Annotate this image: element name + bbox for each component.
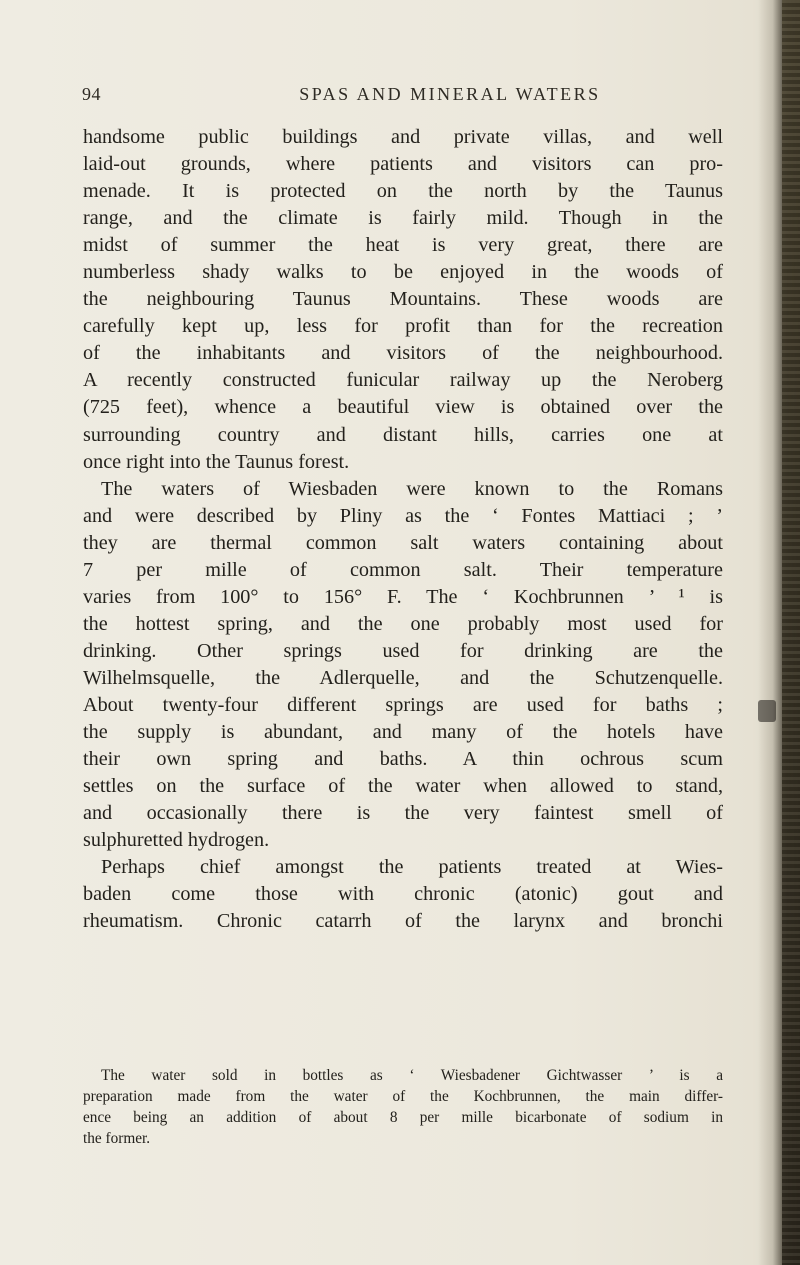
text-line: they are thermal common salt waters containing about [83, 531, 723, 554]
text-line: surrounding country and distant hills, carries one at [83, 423, 723, 446]
running-head: SPAS AND MINERAL WATERS [299, 84, 601, 104]
page-number: 94 [82, 84, 101, 104]
text-line: About twenty-four different springs are used for baths ; [83, 693, 723, 716]
text-line: menade. It is protected on the north by the Taunus [83, 180, 723, 203]
text-line: carefully kept up, less for profit than for the recreation [83, 315, 723, 338]
text-line: midst of summer the heat is very great, there are [83, 234, 723, 257]
text-line: A recently constructed funicular railway up the Neroberg [83, 369, 723, 392]
page-header [82, 84, 724, 108]
footnote-line: The water sold in bottles as ‘ Wiesbadener Gichtwasser ’ is a [101, 1067, 723, 1084]
text-line: the supply is abundant, and many of the hotels have [83, 721, 723, 744]
text-line: numberless shady walks to be enjoyed in the woods of [83, 261, 723, 284]
text-line: range, and the climate is fairly mild. Though in the [83, 207, 723, 230]
paragraph-start-line: The waters of Wiesbaden were known to the Romans [101, 477, 723, 500]
text-line: 7 per mille of common salt. Their temperature [83, 558, 723, 581]
text-line: handsome public buildings and private villas, and well [83, 126, 723, 148]
footnote-line: ence being an addition of about 8 per mille bicarbonate of sodium in [83, 1108, 723, 1126]
text-line: drinking. Other springs used for drinking are the [83, 639, 723, 662]
text-line: and occasionally there is the very faintest smell of [83, 802, 723, 825]
footnote-line: the former. [83, 1129, 151, 1147]
text-line: baden come those with chronic (atonic) gout and [83, 883, 723, 906]
text-line: laid-out grounds, where patients and visitors can pro- [83, 153, 723, 176]
text-line: sulphuretted hydrogen. [83, 829, 270, 852]
text-line: of the inhabitants and visitors of the neighbourhood. [83, 342, 723, 365]
edge-smudge [758, 700, 776, 722]
text-line: (725 feet), whence a beautiful view is obtained over the [83, 396, 723, 419]
text-line: settles on the surface of the water when allowed to stand, [83, 775, 723, 798]
text-line: once right into the Taunus forest. [83, 450, 350, 473]
page-binding-edge [782, 0, 800, 1265]
text-line: rheumatism. Chronic catarrh of the larynx and bronchi [83, 910, 723, 933]
text-line: and were described by Pliny as the ‘ Fontes Mattiaci ; ’ [83, 504, 723, 527]
main-text-block [83, 124, 723, 935]
footnote-line: preparation made from the water of the Kochbrunnen, the main differ- [83, 1087, 723, 1105]
text-line: Wilhelmsquelle, the Adlerquelle, and the Schutzenquelle. [83, 666, 723, 689]
footnote-block [83, 1066, 723, 1150]
paragraph-start-line: Perhaps chief amongst the patients treated at Wies- [101, 856, 723, 879]
text-line: the neighbouring Taunus Mountains. These woods are [83, 288, 723, 311]
text-line: varies from 100° to 156° F. The ‘ Kochbrunnen ’ ¹ is [83, 585, 723, 608]
text-line: their own spring and baths. A thin ochrous scum [83, 748, 723, 771]
text-line: the hottest spring, and the one probably most used for [83, 612, 723, 635]
